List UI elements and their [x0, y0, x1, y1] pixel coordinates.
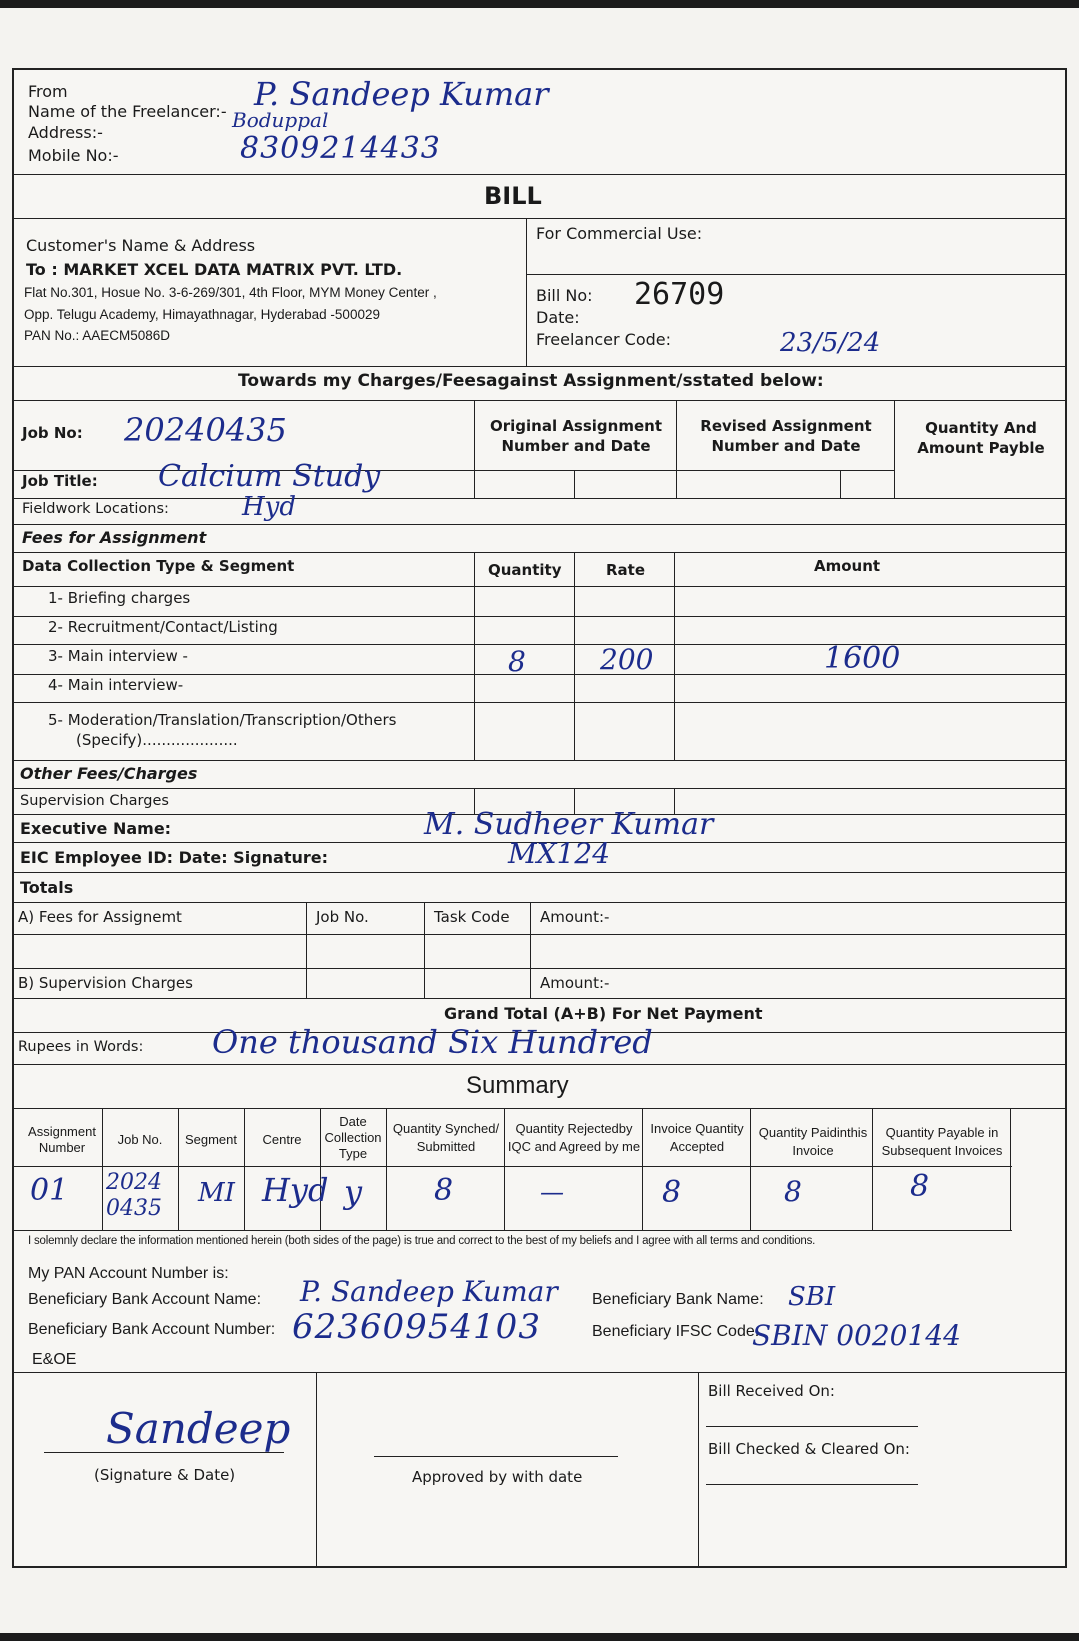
- eoe-label: E&OE: [32, 1351, 77, 1368]
- job-no-value: 20240435: [124, 411, 287, 449]
- summary-cell-payable: 8: [910, 1169, 930, 1204]
- date-label: Date:: [536, 308, 580, 327]
- supervision-charges-label: Supervision Charges: [20, 793, 169, 809]
- bank-account-name-value: P. Sandeep Kumar: [300, 1275, 558, 1308]
- fees-title: Fees for Assignment: [22, 528, 207, 547]
- summary-header: Date Collection Type: [324, 1114, 382, 1161]
- bank-name-label: Beneficiary Bank Name:: [592, 1291, 764, 1308]
- col-data-collection-type: Data Collection Type & Segment: [22, 557, 295, 575]
- bottom-edge: [0, 1633, 1079, 1641]
- declaration-text: I solemnly declare the information mentioned herein (both sides of the page) is true and correct to the best of my beliefs and I agree with all terms and conditions.: [28, 1235, 816, 1247]
- fee-row-amount: 1600: [824, 641, 901, 676]
- summary-title: Summary: [466, 1072, 569, 1099]
- summary-header: Quantity Rejectedby IQC and Agreed by me: [507, 1121, 641, 1154]
- job-no-label: Job No:: [22, 424, 83, 442]
- eic-value: MX124: [508, 837, 611, 870]
- approved-label: Approved by with date: [412, 1468, 583, 1486]
- summary-cell-segment: MI: [198, 1178, 235, 1208]
- summary-header: Assignment Number: [28, 1124, 96, 1155]
- summary-cell-accepted: 8: [662, 1175, 682, 1210]
- fee-row-label-specify: (Specify)....................: [76, 731, 238, 749]
- freelancer-name-label: Name of the Freelancer:-: [28, 102, 227, 121]
- col-quantity: Quantity: [488, 561, 562, 579]
- col-amount: Amount: [814, 557, 881, 575]
- summary-cell-paid: 8: [784, 1175, 802, 1208]
- fee-row-label: 5- Moderation/Translation/Transcription/Others: [48, 711, 397, 729]
- customer-pan: PAN No.: AAECM5086D: [24, 328, 171, 343]
- address-value: Boduppal: [232, 108, 329, 132]
- signature: Sandeep: [106, 1404, 291, 1453]
- bank-account-number-value: 62360954103: [292, 1307, 541, 1347]
- fieldwork-value: Hyd: [242, 492, 297, 522]
- bill-no-value: 26709: [634, 277, 725, 312]
- fee-row-rate: 200: [600, 643, 654, 676]
- bank-account-number-label: Beneficiary Bank Account Number:: [28, 1321, 276, 1338]
- totals-title: Totals: [20, 878, 74, 897]
- mobile-label: Mobile No:-: [28, 146, 119, 165]
- executive-name-label: Executive Name:: [20, 819, 172, 838]
- fee-row-qty: 8: [508, 645, 526, 678]
- fieldwork-label: Fieldwork Locations:: [22, 501, 169, 517]
- job-title-label: Job Title:: [22, 472, 98, 490]
- freelancer-name-value: P. Sandeep Kumar: [254, 75, 549, 113]
- summary-cell-job-no: 2024 0435: [106, 1170, 162, 1221]
- bill-form: [12, 68, 1067, 1568]
- task-code-header: Task Code: [434, 908, 510, 926]
- commercial-use-label: For Commercial Use:: [536, 224, 703, 243]
- revised-assignment-header: Revised Assignment Number and Date: [700, 417, 872, 455]
- grand-total-heading: Grand Total (A+B) For Net Payment: [444, 1004, 763, 1023]
- supervision-total-label: B) Supervision Charges: [18, 974, 193, 992]
- totals-job-no-header: Job No.: [316, 908, 369, 926]
- summary-header: Segment: [184, 1132, 238, 1147]
- customer-address-line1: Flat No.301, Hosue No. 3-6-269/301, 4th Floor, MYM Money Center ,: [24, 285, 437, 300]
- fee-row-label: 2- Recruitment/Contact/Listing: [48, 618, 278, 636]
- pan-account-label: My PAN Account Number is:: [28, 1265, 229, 1282]
- rupees-words-label: Rupees in Words:: [18, 1039, 144, 1055]
- bill-title: BILL: [484, 182, 542, 210]
- signature-label: (Signature & Date): [94, 1466, 236, 1484]
- job-title-value: Calcium Study: [158, 459, 381, 494]
- rupees-words-value: One thousand Six Hundred: [212, 1023, 653, 1061]
- customer-address-line2: Opp. Telugu Academy, Himayathnagar, Hyderabad -500029: [24, 307, 380, 322]
- fee-row-label: 4- Main interview-: [48, 676, 184, 694]
- bill-checked-label: Bill Checked & Cleared On:: [708, 1440, 910, 1458]
- top-edge: [0, 0, 1079, 8]
- summary-header: Invoice Quantity Accepted: [650, 1121, 744, 1154]
- summary-cell-synched: 8: [434, 1173, 454, 1208]
- summary-cell-collection-type: y: [344, 1173, 363, 1211]
- fees-assignment-label: A) Fees for Assignemt: [18, 908, 182, 926]
- amount-b-label: Amount:-: [540, 974, 610, 992]
- mobile-value: 8309214433: [240, 131, 441, 166]
- date-value: 23/5/24: [780, 328, 881, 358]
- original-assignment-header: Original Assignment Number and Date: [489, 417, 662, 455]
- from-label: From: [28, 82, 68, 101]
- summary-header: Quantity Payable in Subsequent Invoices: [881, 1125, 1003, 1158]
- address-label: Address:-: [28, 123, 103, 142]
- bill-received-label: Bill Received On:: [708, 1382, 835, 1400]
- towards-heading: Towards my Charges/Feesagainst Assignment/sstated below:: [238, 371, 824, 391]
- summary-header: Quantity Synched/ Submitted: [392, 1121, 500, 1154]
- freelancer-code-label: Freelancer Code:: [536, 330, 671, 349]
- summary-header: Centre: [262, 1132, 302, 1147]
- fee-row-label: 3- Main interview -: [48, 647, 188, 665]
- fee-row-label: 1- Briefing charges: [48, 589, 191, 607]
- summary-cell-centre: Hyd: [262, 1171, 329, 1209]
- customer-label: Customer's Name & Address: [26, 236, 256, 255]
- bill-no-label: Bill No:: [536, 286, 593, 305]
- ifsc-value: SBIN 0020144: [752, 1319, 961, 1352]
- eic-label: EIC Employee ID: Date: Signature:: [20, 848, 329, 867]
- amount-a-label: Amount:-: [540, 908, 610, 926]
- summary-header: Quantity Paidinthis Invoice: [758, 1125, 868, 1158]
- summary-cell-assignment: 01: [30, 1173, 69, 1208]
- ifsc-label: Beneficiary IFSC Code:: [592, 1323, 760, 1340]
- customer-to: To : MARKET XCEL DATA MATRIX PVT. LTD.: [26, 260, 403, 279]
- executive-name-value: M. Sudheer Kumar: [424, 807, 714, 842]
- bank-account-name-label: Beneficiary Bank Account Name:: [28, 1291, 262, 1308]
- col-rate: Rate: [606, 561, 646, 579]
- quantity-amount-header: Quantity And Amount Payble: [917, 419, 1045, 457]
- summary-cell-rejected: —: [540, 1178, 564, 1206]
- other-fees-title: Other Fees/Charges: [20, 764, 198, 783]
- summary-header: Job No.: [117, 1132, 163, 1147]
- bank-name-value: SBI: [788, 1282, 836, 1312]
